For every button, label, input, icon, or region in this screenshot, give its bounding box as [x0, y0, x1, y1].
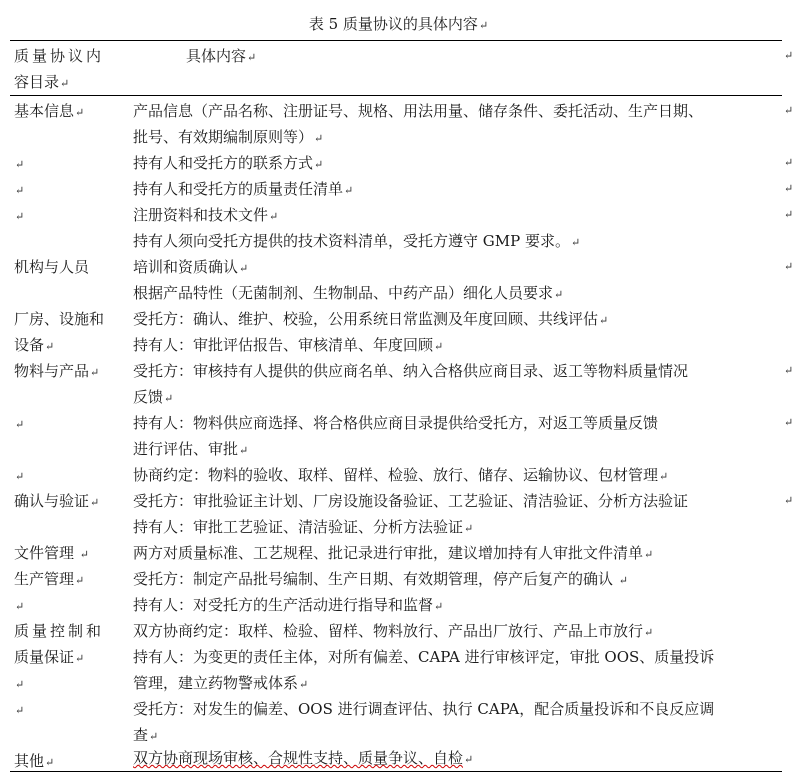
header-col2: 具体内容↵ — [186, 47, 257, 65]
row-end-mark: ↵ — [784, 49, 794, 62]
row-category: ↵ — [15, 210, 25, 223]
row-end-mark: ↵ — [784, 156, 794, 169]
row-content: 受托方：审批验证主计划、厂房设施设备验证、工艺验证、清洁验证、分析方法验证 — [133, 492, 689, 510]
row-content: 双方协商约定：取样、检验、留样、物料放行、产品出厂放行、产品上市放行↵ — [133, 622, 654, 640]
row-content: 协商约定：物料的验收、取样、留样、检验、放行、储存、运输协议、包材管理↵ — [133, 466, 669, 484]
row-content: 持有人：审批工艺验证、清洁验证、分析方法验证↵ — [133, 518, 474, 536]
row-category: 质量控制和 — [14, 622, 105, 640]
row-content: 持有人：为变更的责任主体，对所有偏差、CAPA 进行审核评定，审批 OOS、质量投诉 — [133, 648, 715, 666]
row-category: ↵ — [15, 158, 25, 171]
row-content: 受托方：审核持有人提供的供应商名单、纳入合格供应商目录、返工等物料质量情况 — [133, 362, 689, 380]
row-category: 设备↵ — [14, 336, 55, 354]
header-col1-line2: 容目录↵ — [14, 73, 70, 91]
table-caption: 表 5 质量协议的具体内容↵ — [308, 15, 489, 33]
row-content: 受托方：确认、维护、校验，公用系统日常监测及年度回顾、共线评估↵ — [133, 310, 609, 328]
row-content: 双方协商现场审核、合规性支持、质量争议、自检↵ — [133, 749, 474, 767]
row-category: 质量保证↵ — [14, 648, 85, 666]
table-top-rule — [10, 40, 782, 41]
row-category: 文件管理 ↵ — [14, 544, 90, 562]
row-end-mark: ↵ — [784, 416, 794, 429]
row-content-continued: 批号、有效期编制原则等）↵ — [133, 128, 324, 146]
row-content-continued: 查↵ — [133, 726, 159, 744]
row-content: 持有人：物料供应商选择、将合格供应商目录提供给受托方，对返工等质量反馈 — [133, 414, 659, 432]
row-content-continued: 反馈↵ — [133, 388, 174, 406]
row-content-continued: 进行评估、审批↵ — [133, 440, 249, 458]
row-category: 基本信息↵ — [14, 102, 85, 120]
row-content: 持有人：审批评估报告、审核清单、年度回顾↵ — [133, 336, 444, 354]
row-category: ↵ — [15, 600, 25, 613]
row-content: 持有人须向受托方提供的技术资料清单，受托方遵守 GMP 要求。↵ — [133, 232, 581, 250]
row-end-mark: ↵ — [784, 182, 794, 195]
row-category: 机构与人员 — [14, 258, 90, 276]
row-category: 确认与验证↵ — [14, 492, 100, 510]
row-content: 持有人和受托方的联系方式↵ — [133, 154, 324, 172]
row-category: 厂房、设施和 — [14, 310, 105, 328]
row-content: 产品信息（产品名称、注册证号、规格、用法用量、储存条件、委托活动、生产日期、 — [133, 102, 704, 120]
row-category: 物料与产品↵ — [14, 362, 100, 380]
row-category: ↵ — [15, 184, 25, 197]
row-content: 培训和资质确认↵ — [133, 258, 249, 276]
row-content: 持有人和受托方的质量责任清单↵ — [133, 180, 354, 198]
row-category: ↵ — [15, 418, 25, 431]
row-content: 持有人：对受托方的生产活动进行指导和监督↵ — [133, 596, 444, 614]
row-category: ↵ — [15, 470, 25, 483]
row-content: 受托方：制定产品批号编制、生产日期、有效期管理，停产后复产的确认 ↵ — [133, 570, 629, 588]
row-end-mark: ↵ — [784, 104, 794, 117]
row-end-mark: ↵ — [784, 364, 794, 377]
header-col1-line1: 质量协议内 — [14, 47, 105, 65]
row-content: 注册资料和技术文件↵ — [133, 206, 279, 224]
row-end-mark: ↵ — [784, 494, 794, 507]
row-end-mark: ↵ — [784, 260, 794, 273]
row-content: 两方对质量标准、工艺规程、批记录进行审批，建议增加持有人审批文件清单↵ — [133, 544, 654, 562]
row-content: 受托方：对发生的偏差、OOS 进行调查评估、执行 CAPA，配合质量投诉和不良反应调 — [133, 700, 715, 718]
empty-category-mark: ↵ — [15, 678, 25, 691]
row-category: ↵ — [15, 704, 25, 717]
row-end-mark: ↵ — [784, 208, 794, 221]
row-content: 根据产品特性（无菌制剂、生物制品、中药产品）细化人员要求↵ — [133, 284, 564, 302]
table-header-rule — [10, 95, 782, 96]
row-category: 生产管理↵ — [14, 570, 85, 588]
row-category: 其他↵ — [14, 752, 55, 770]
row-content-continued: 管理，建立药物警戒体系↵ — [133, 674, 309, 692]
